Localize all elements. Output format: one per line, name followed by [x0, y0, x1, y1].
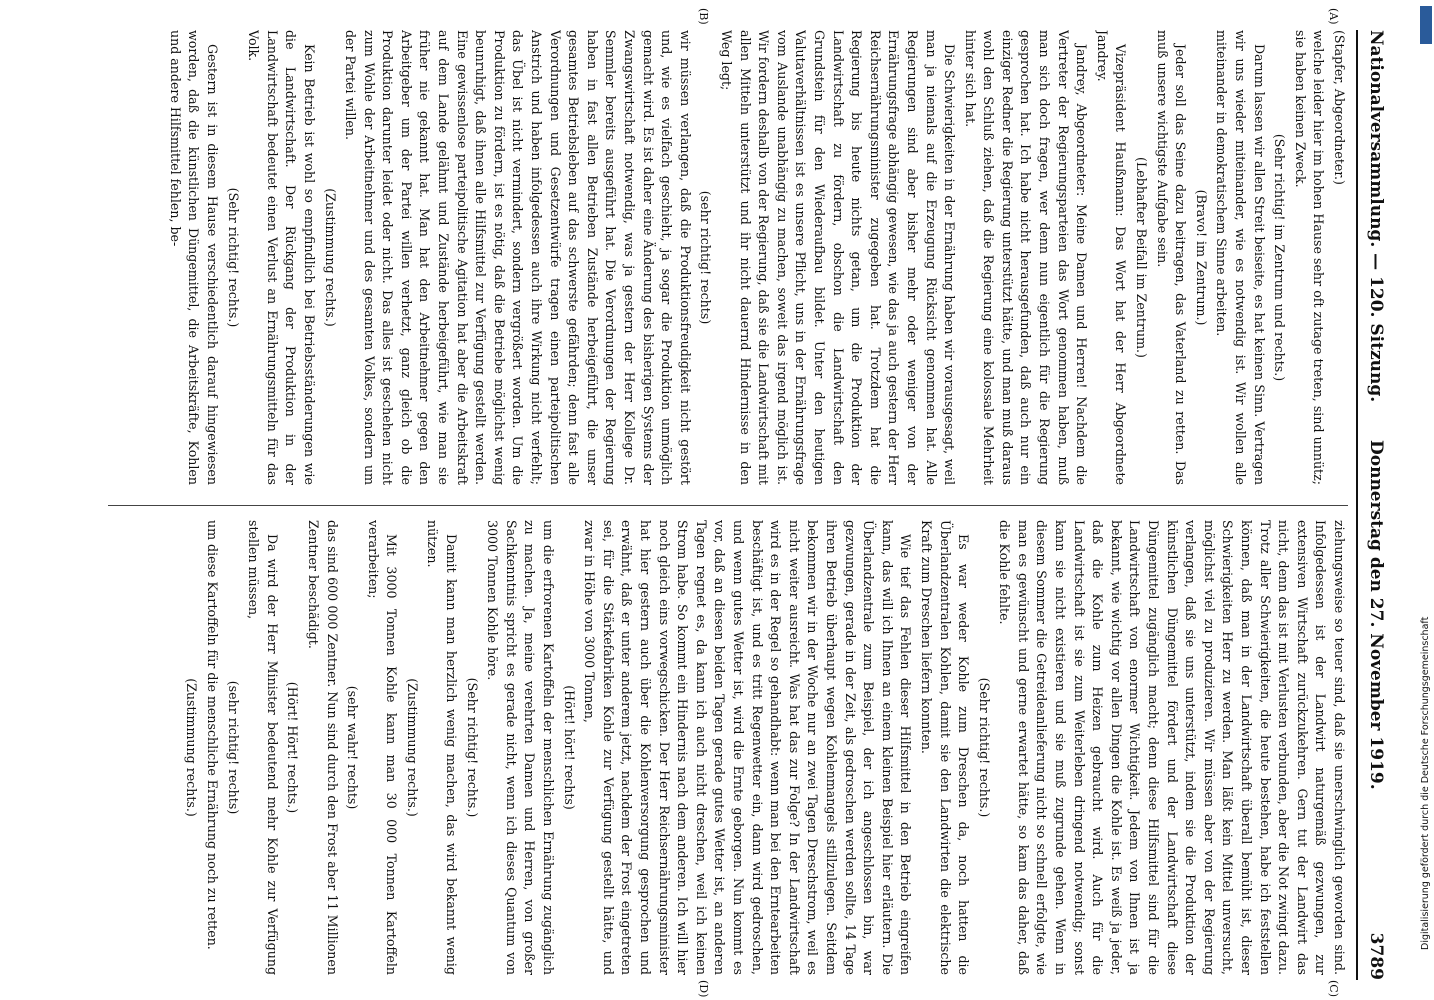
paragraph: welche leider hier im hohen Hause sehr oft zutage treten, sind unnütz; sie haben keinen Zweck. — [1292, 30, 1327, 485]
paragraph: Damit kann man herzlich wenig machen, das wird bekannt wenig nützen. — [425, 520, 460, 975]
margin-marker-c: (C) — [1327, 980, 1340, 997]
paragraph: wir müssen verlangen, daß die Produktionsfreudigkeit nicht gestört und, wie es vielfach geschieht, ja sogar die Produktion unmöglich gemacht wird. Es ist daher eine Änderung des bisherigen Systems der Zwangswirtschaft notwendig, was ja gestern der Herr Kollege Dr. Semmler bereits ausgeführt hat. Die Verordnungen der Regierung haben in fast allen Betrieben Zustände herbeigeführt, die unser gesamtes Betriebsleben auf das schwerste gefährden; denn fast alle Verordnungen und Gesetzentwürfe tragen einen parteipolitischen Anstrich und haben infolgedessen auch ihre Wirkung nicht verfehlt; das Übel ist nicht vermindert, sondern vergrößert worden. Um die Produktion zu fördern, ist es nötig, daß die Betriebe möglichst wenig beunruhigt, daß ihnen alle Hilfsmittel zur Verfügung gestellt werden. Eine gewissenlose parteipolitische Agitation hat aber die Arbeitskraft auf dem Lande gelähmt und Zustände herbeigeführt, wie man sie früher nie gekannt hat. Man hat den Arbeitnehmer gegen den Arbeitgeber um der Partei willen verhetzt, ganz gleich ob die Produktion darunter leidet oder nicht. Das alles ist geschehen nicht zum Wohle der Arbeitnehmer und des gesamten Volkes, sondern um der Partei willen. — [343, 30, 693, 485]
paragraph: um die erfrorenen Kartoffeln der menschlichen Ernährung zugänglich zu machen. Ja, meine verehrten Damen und Herren, von großer Sachkenntnis spricht es gerade nicht, wenn ich dieses Quantum von 3000 Tonnen Kohle höre. — [485, 520, 557, 975]
column-left — [108, 30, 1348, 485]
margin-marker-a: (A) — [1327, 8, 1340, 25]
interjection: (Zustimmung rechts.) — [322, 188, 338, 327]
paragraph: Es war weder Kohle zum Dreschen da, noch hatten die Überlandzentralen Kohlen, damit sie den Landwirten die elektrische Kraft zum Dreschen liefern konnten. — [918, 520, 972, 975]
interjection: (Sehr richtig! rechts.) — [225, 187, 241, 328]
vice-president-statement: Vizepräsident Haußmann: Das Wort hat der Herr Abgeordnete Jandrey. — [1094, 30, 1129, 485]
page-number: 3789 — [1366, 932, 1386, 980]
interjection: (sehr wahr! rechts) — [345, 685, 361, 810]
paragraph: Jeder soll das Seine dazu beitragen, das Vaterland zu retten. Das muß unsere wichtigste Aufgabe sein. — [1154, 30, 1189, 485]
column-right — [108, 520, 1348, 975]
paragraph: ziehungsweise so teuer sind, daß sie unerschwinglich geworden sind. Infolgedessen ist der Landwirt naturgemäß gezwungen, zur extensiven Wirtschaft zurückzukehren. Gern tut der Landwirt das nicht, denn das ist mit Verlusten verbunden, aber die Not zwingt dazu. Trotz aller Schwierigkeiten, die heute bestehen, habe ich feststellen können, daß man in der Landwirtschaft überall bemüht ist, dieser Schwierigkeiten Herr zu werden. Man läßt kein Mittel unversucht, möglichst viel zu produzieren. Wir müssen aber von der Regierung verlangen, daß sie uns unterstützt, indem sie die Produktion der künstlichen Düngemittel fördert und der Landwirtschaft diese Düngemittel zugänglich macht; denn diese Hilfsmittel sind für die Landwirtschaft von enormer Wichtigkeit. Jedem von Ihnen ist ja bekannt, wie wichtig vor allen Dingen die Kohle ist. Es weiß ja jeder, daß die Kohle zum Heizen gebraucht wird. Auch für die Landwirtschaft ist sie zum Weiterleben dringend notwendig; sonst kann sie nicht existieren und sie muß zugrunde gehen. Wenn in diesem Sommer die Getreideanlieferung nicht so schnell erfolgte, wie man es gewünscht und gerne erwartet hätte, so kam das daher, daß die Kohle fehlte. — [997, 520, 1347, 975]
interjection: (Sehr richtig! rechts.) — [464, 677, 480, 818]
paragraph: Mit 3000 Tonnen Kohle kann man 30 000 Tonnen Kartoffeln verarbeiten; — [365, 520, 400, 975]
margin-marker-b: (B) — [697, 8, 710, 25]
interjection: (Zustimmung rechts.) — [184, 678, 200, 817]
interjection: (Bravo! im Zentrum.) — [1193, 189, 1209, 326]
paragraph: um diese Kartoffeln für die menschliche Ernährung noch zu retten. — [204, 520, 220, 950]
paragraph: Gestern ist in diesem Hause verschiedentlich darauf hingewiesen worden, daß die künstlichen Düngemittel, die Arbeitskräfte, Kohlen und andere Hilfsmittel fehlen, be- — [167, 30, 220, 485]
interjection: (sehr richtig! rechts) — [698, 190, 714, 325]
margin-marker-d: (D) — [697, 980, 710, 998]
document-page — [80, 0, 1410, 1000]
speech-opening: Jandrey, Abgeordneter: Meine Damen und Herren! Nachdem die Vertreter der Regierungsparteien das Wort genommen haben, muß man sich doch fragen, wer denn nun eigentlich für die Regierung gesprochen hat. Ich habe nicht herausgefunden, daß auch nur ein einziger Redner die Regierung unterstützt hätte, und man muß daraus wohl den Schluß ziehen, daß die Regierung eine kolossale Mehrheit hinter sich hat. — [962, 30, 1090, 485]
interjection: (Hört! Hört! rechts.) — [285, 681, 301, 814]
paragraph: Kein Betrieb ist wohl so empfindlich bei Betriebsständerungen wie die Landwirtschaft. Der Rückgang der Produktion in der Landwirtschaft bedeutet einen Verlust an Ernährungsmitteln für das Volk. — [246, 30, 317, 485]
interjection: (Sehr richtig! rechts.) — [976, 677, 992, 818]
column-divider — [108, 505, 1348, 506]
dfg-logo — [1411, 6, 1432, 44]
paragraph: Wie tief das Fehlen dieser Hilfsmittel in den Betrieb eingreifen kann, das will ich Ihnen an einem kleinen Beispiel hier erläutern. Die Überlandzentrale zum Beispiel, der ich angeschlossen bin, war gezwungen, gerade in der Zeit, als gedroschen werden sollte, 14 Tage ihren Betrieb überhaupt wegen Kohlenmangels stillzulegen. Seitdem bekommen wir in der Woche nur an zwei Tagen Dreschstrom, weil es nicht weiter ausreicht. Was hat das zur Folge? In der Landwirtschaft wird es in der Regel so gehandhabt: wenn man bei den Erntearbeiten beschäftigt ist, und es tritt Regenwetter ein, dann wird gedroschen, und wenn gutes Wetter ist, wird die Ernte geborgen. Nun kommt es vor, daß an diesen beiden Tagen gerade gutes Wetter ist, an anderen Tagen regnet es, da kann ich auch nicht dreschen, weil ich keinen Strom habe. So kommt ein Hindernis nach dem anderen. Ich will hier noch gleich eins vorwegschicken. Der Herr Reichsernährungsminister hat hier gestern auch über die Kohlenversorgung gesprochen und erwähnt, daß er unter anderem jetzt, nachdem der Frost eingetreten sei, für die Stärkefabriken Kohle zur Verfügung gestellt hätte, und zwar in Höhe von 3000 Tonnen, — [582, 520, 914, 975]
header-date: Donnerstag den 27. November 1919. — [1366, 440, 1386, 790]
paragraph: Darum lassen wir allen Streit beiseite, es hat keinen Sinn. Vertragen wir uns wieder miteinander, wie es notwendig ist. Wir wollen alle miteinander in demokratischem Sinne arbeiten. — [1214, 30, 1267, 485]
interjection: (Lebhafter Beifall im Zentrum.) — [1134, 157, 1150, 358]
interjection: (Zustimmung rechts.) — [404, 678, 420, 817]
paragraph: Da wird der Herr Minister bedeutend mehr Kohle zur Verfügung stellen müssen, — [246, 520, 280, 975]
digitization-credit-bar — [1411, 0, 1434, 1000]
paragraph: das sind 600 000 Zentner. Nun sind durch den Frost aber 11 Millionen Zentner beschädigt. — [305, 520, 340, 975]
header-title: Nationalversammlung. — 120. Sitzung. — [1366, 30, 1386, 403]
interjection: (sehr richtig! rechts) — [225, 680, 241, 815]
page-header — [1356, 30, 1392, 980]
credit-text: Digitalisierung gefördert durch die Deutsche Forschungsgemeinschaft — [1420, 616, 1431, 950]
interjection: (Sehr richtig! im Zentrum und rechts.) — [1272, 133, 1288, 382]
interjection: (Hört! hört! rechts) — [561, 685, 577, 810]
speaker-continued: (Stapfer, Abgeordneter.) — [1332, 30, 1347, 185]
dfg-logo-text: DFG — [1411, 16, 1421, 33]
paragraph: Die Schwierigkeiten in der Ernährung haben wir vorausgesagt, weil man ja niemals auf die Erzeugung Rücksicht genommen hat. Alle Regierungen sind aber bisher mehr oder weniger von der Ernährungsfrage abhängig gewesen, wie das ja auch gestern der Herr Reichsernährungsminister zugegeben hat. Trotzdem hat die Regierung bis heute nichts getan, um die Produktion der Landwirtschaft zu fördern, obschon die Landwirtschaft den Grundstein für den Wiederaufbau bildet. Unter den heutigen Valutaverhältnissen ist es unsere Pflicht, uns in der Ernährungsfrage vom Auslande unabhängig zu machen, soweit das irgend möglich ist. Wir fordern deshalb von der Regierung, daß sie die Landwirtschaft mit allen Mitteln unterstützt und ihr nicht dauernd Hindernisse in den Weg legt; — [719, 30, 958, 485]
